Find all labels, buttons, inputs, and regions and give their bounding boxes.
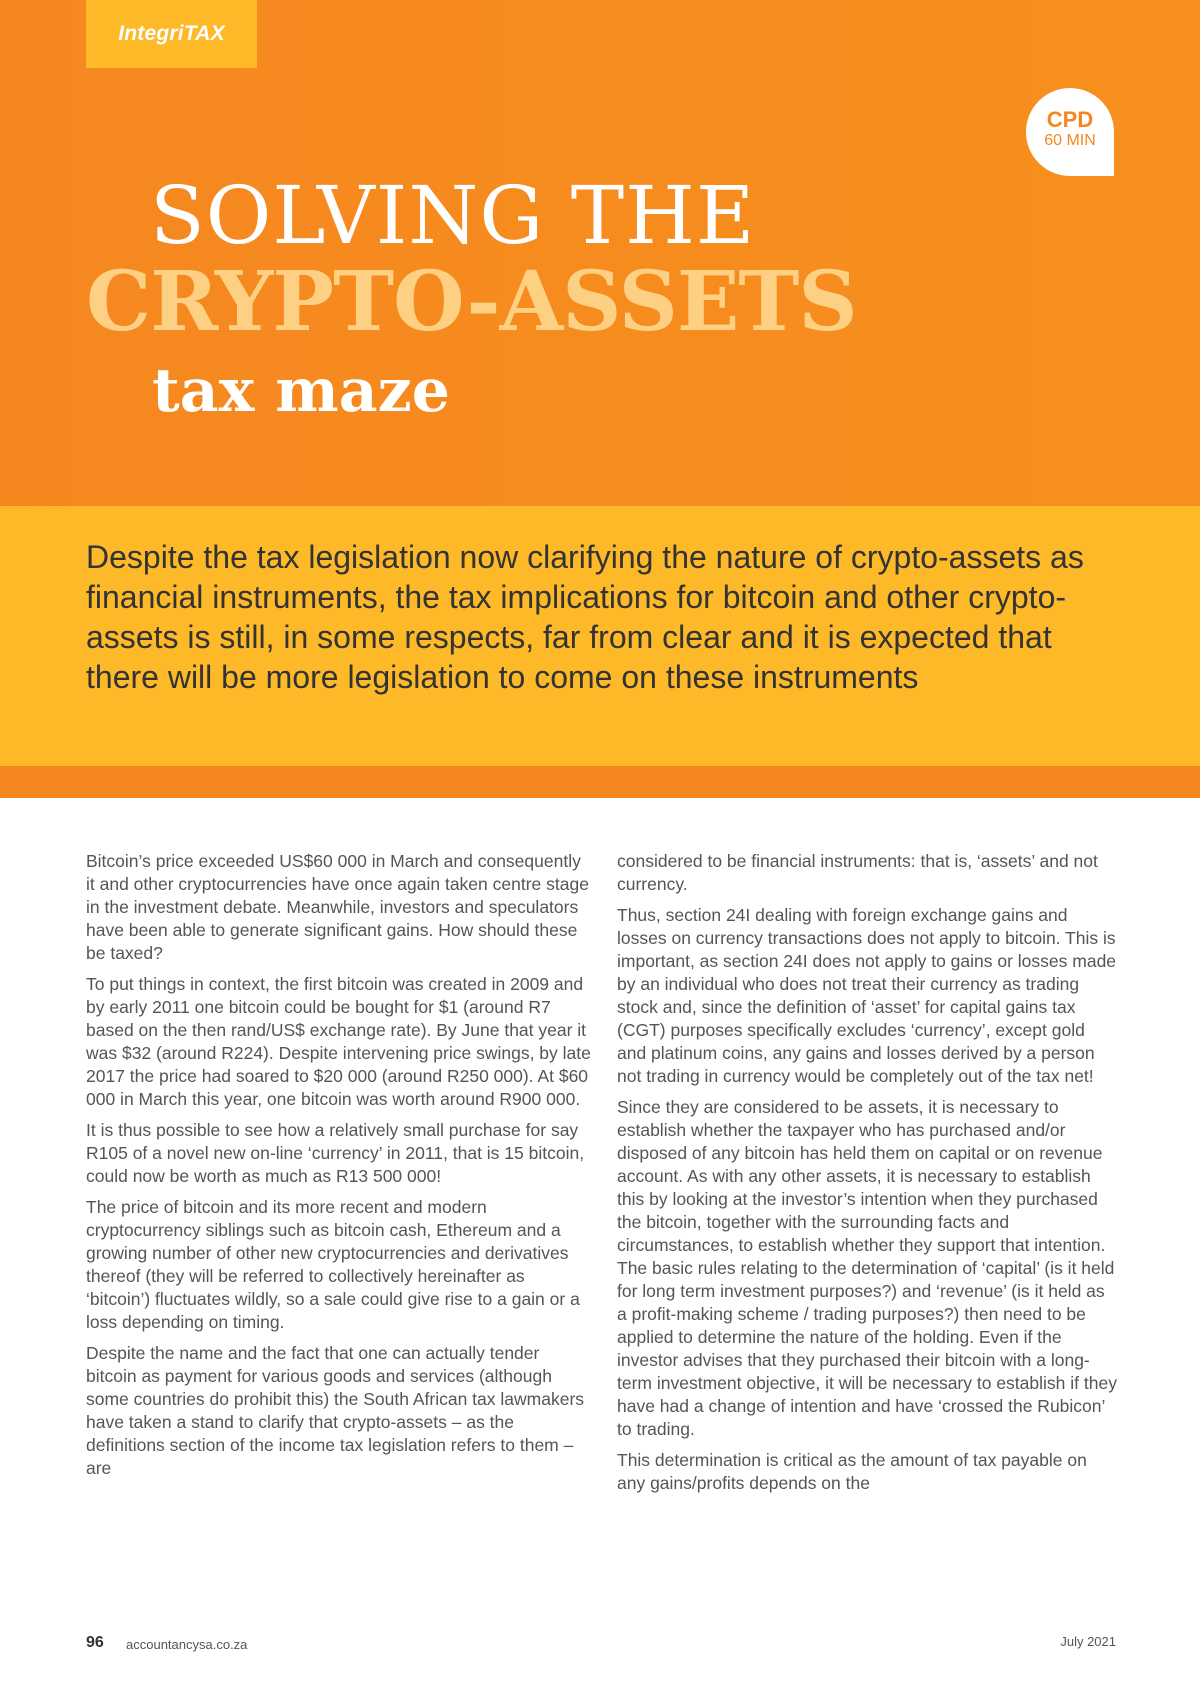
body-column-left xyxy=(86,850,591,1488)
integritax-logo: IntegriTAX xyxy=(118,22,225,45)
footer-website: accountancysa.co.za xyxy=(126,1637,248,1652)
cpd-duration: 60 MIN xyxy=(1044,132,1096,149)
body-paragraph: To put things in context, the first bitcoin was created in 2009 and by early 2011 one bitcoin could be bought for $1 (around R7 based on the then rand/US$ exchange rate). By June that year it was $32 (around R224). Despite intervening price swings, by late 2017 the price had soared to $20 000 (around R250 000). At $60 000 in March this year, one bitcoin was worth around R900 000. xyxy=(86,974,591,1109)
body-paragraph: Despite the name and the fact that one can actually tender bitcoin as payment for various goods and services (although some countries do prohibit this) the South African tax lawmakers have taken a stand to clarify that crypto-assets – as the definitions section of the income tax legislation refers to them – are xyxy=(86,1343,585,1478)
intro-standfirst: Despite the tax legislation now clarifying the nature of crypto-assets as financial instruments, the tax implications for bitcoin and other crypto-assets is still, in some respects, far from clear and it is expected that there will be more legislation to come on these instruments xyxy=(86,539,1084,695)
body-paragraph: Thus, section 24I dealing with foreign exchange gains and losses on currency transactions does not apply to bitcoin. This is important, as section 24I does not apply to gains or losses made by an individual who does not treat their currency as trading stock and, since the definition of ‘asset’ for capital gains tax (CGT) purposes specifically excludes ‘currency’, except gold and platinum coins, any gains and losses derived by a person not trading in currency would be completely out of the tax net! xyxy=(617,905,1117,1086)
title-line-1: SOLVING THE xyxy=(150,169,756,262)
body-paragraph: considered to be financial instruments: that is, ‘assets’ and not currency. xyxy=(617,851,1098,894)
body-paragraph: The price of bitcoin and its more recent and modern cryptocurrency siblings such as bitcoin cash, Ethereum and a growing number of other new cryptocurrencies and derivatives thereof (they will be referred to collectively hereinafter as ‘bitcoin’) fluctuates wildly, so a sale could give rise to a gain or a loss depending on timing. xyxy=(86,1197,580,1332)
cpd-label: CPD xyxy=(1046,107,1094,132)
body-paragraph: Since they are considered to be assets, it is necessary to establish whether the taxpayer who has purchased and/or disposed of any bitcoin has held them on capital or on revenue account. As with any other assets, it is necessary to establish this by looking at the investor’s intention when they purchased the bitcoin, together with the surrounding facts and circumstances, to establish whether they support that intention. The basic rules relating to the determination of ‘capital’ (is it held for long term investment purposes?) and ‘revenue’ (is it held as a profit-making scheme / trading purposes?) then need to be applied to determine the nature of the holding. Even if the investor advises that they purchased their bitcoin with a long-term investment objective, it will be necessary to establish if they have had a change of intention and have ‘crossed the Rubicon’ to trading. xyxy=(617,1097,1117,1439)
page-number: 96 xyxy=(86,1634,104,1651)
title-line-2: CRYPTO-ASSETS xyxy=(86,254,857,350)
body-column-right xyxy=(617,850,1117,1503)
body-paragraph: This determination is critical as the amount of tax payable on any gains/profits depends on the xyxy=(617,1450,1087,1493)
body-paragraph: It is thus possible to see how a relatively small purchase for say R105 of a novel new on-line ‘currency’ in 2011, that is 15 bitcoin, could now be worth as much as R13 500 000! xyxy=(86,1120,585,1186)
body-paragraph: Bitcoin’s price exceeded US$60 000 in March and consequently it and other cryptocurrencies have once again taken centre stage in the investment debate. Meanwhile, investors and speculators have been able to generate significant gains. How should these be taxed? xyxy=(86,851,589,963)
logo-box xyxy=(86,0,257,68)
title-line-3: tax maze xyxy=(152,356,450,426)
issue-date: July 2021 xyxy=(1060,1634,1116,1649)
cpd-badge xyxy=(1026,88,1114,176)
divider-strip xyxy=(0,766,1200,798)
